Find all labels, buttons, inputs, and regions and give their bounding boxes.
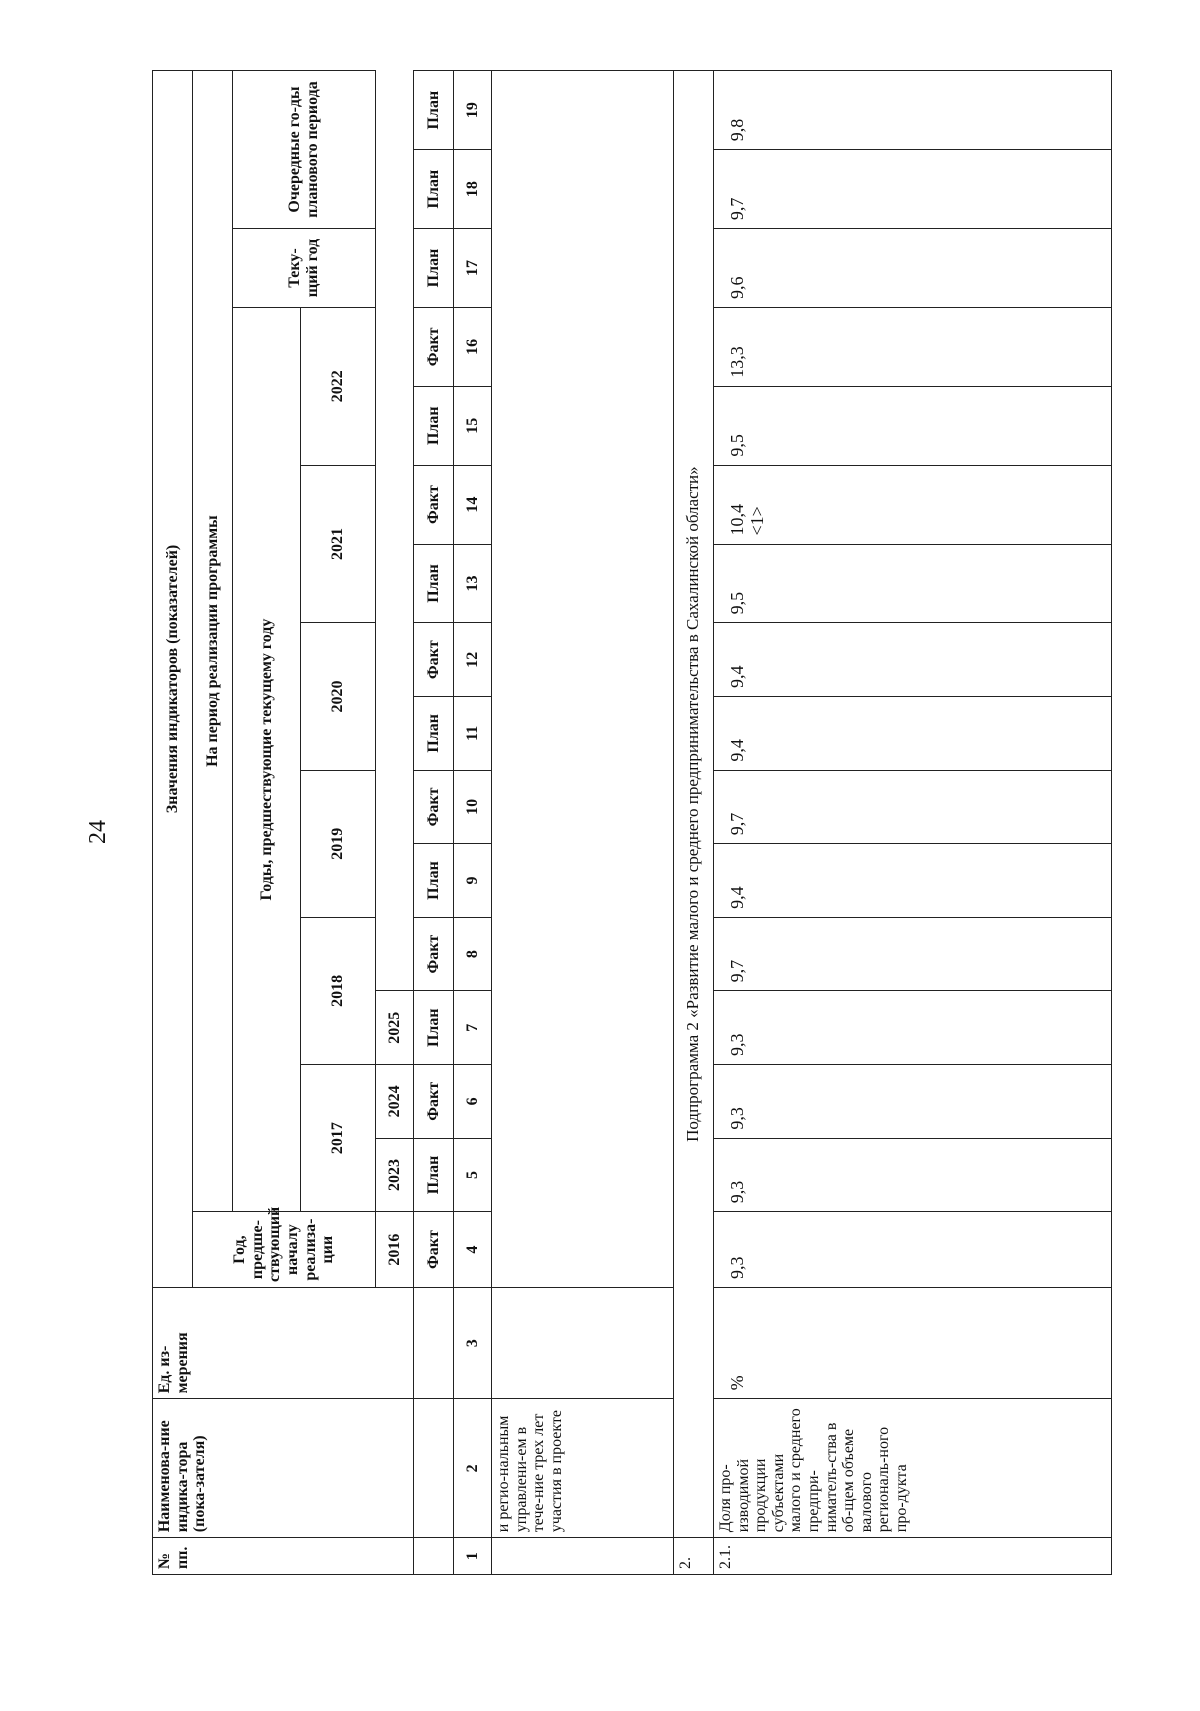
column-number: 1 [454,1538,492,1575]
subprogram-number: 2. [674,1538,714,1575]
year-2017: 2017 [301,1065,376,1212]
subprogram-row [674,71,714,1575]
value-2022-fakt: 13,3 [714,307,1112,386]
plan-label: План [414,844,454,918]
subprogram-title: Подпрограмма 2 «Развитие малого и среднего предпринимательства в Сахалинской области» [674,71,714,1538]
year-2023: 2023 [376,1138,414,1212]
plan-label: План [414,696,454,770]
indicator-number: 2.1. [714,1538,1112,1575]
plan-label: План [414,150,454,229]
indicator-name: Доля про-изводимой продукции субъектами малого и среднего предпри-нимателъ-ства в об-щем объеме валового региональ-ного про-дукта [714,1399,1112,1538]
year-2018: 2018 [301,917,376,1064]
column-number: 10 [454,770,492,844]
column-number: 6 [454,1065,492,1139]
column-number: 14 [454,465,492,544]
plan-label: План [414,1138,454,1212]
header-prev-year: Год, предше-ствующий началу реализа-ции [193,1212,376,1288]
year-2024: 2024 [376,1065,414,1139]
column-number: 11 [454,696,492,770]
plan-label: План [414,386,454,465]
header-years-before-current: Годы, предшествующие текущему году [233,307,301,1211]
plan-label: План [414,71,454,150]
column-number: 18 [454,150,492,229]
value-2017-fakt: 9,3 [714,1065,1112,1139]
plan-label: План [414,544,454,623]
year-2019: 2019 [301,770,376,917]
fakt-label: Факт [414,770,454,844]
column-number: 15 [454,386,492,465]
empty-cell [414,1538,454,1575]
value-2018-plan: 9,3 [714,991,1112,1065]
header-no: № пп. [153,1538,414,1575]
header-current-year: Теку-щий год [233,229,376,308]
empty-cell [492,1538,674,1575]
value-2021-fakt: 10,4 [727,504,747,536]
indicators-table [152,70,1112,1575]
column-number: 4 [454,1212,492,1288]
header-program-period: На период реализации программы [193,71,233,1212]
empty-cell [414,1287,454,1398]
header-values-group: Значения индикаторов (показателей) [153,71,193,1288]
fakt-label: Факт [414,1212,454,1288]
value-2016-fakt: 9,3 [714,1212,1112,1288]
empty-cell [414,1399,454,1538]
value-2018-fakt: 9,7 [714,917,1112,991]
column-number: 16 [454,307,492,386]
value-2020-fakt: 9,4 [714,623,1112,697]
header-unit: Ед. из-мерения [153,1287,414,1398]
year-2016: 2016 [376,1212,414,1288]
fakt-label: Факт [414,465,454,544]
fakt-label: Факт [414,307,454,386]
value-2020-plan: 9,4 [714,696,1112,770]
year-2025: 2025 [376,991,414,1065]
page-number: 24 [84,820,111,844]
value-2023-plan: 9,6 [714,229,1112,308]
indicator-row [714,71,1112,1575]
continuation-row [492,71,674,1575]
column-number: 7 [454,991,492,1065]
fakt-label: Факт [414,917,454,991]
year-2021: 2021 [301,465,376,623]
plan-label: План [414,229,454,308]
header-next-years: Очередные го-ды планового периода [233,71,376,229]
indicator-name-continuation: и регио-нальным управлени-ем в тече-ние трех лет участия в проекте [492,1399,674,1538]
year-2020: 2020 [301,623,376,770]
fakt-label: Факт [414,1065,454,1139]
value-2021-plan: 9,5 [714,544,1112,623]
fakt-label: Факт [414,623,454,697]
header-name: Наименова-ние индика-тора (пока-зателя) [153,1399,414,1538]
footnote-marker: <1> [746,506,767,536]
value-2017-plan: 9,3 [714,1138,1112,1212]
column-number: 13 [454,544,492,623]
rotated-table-container [152,70,1112,1575]
value-2024-plan: 9,7 [714,150,1112,229]
empty-cell [492,1287,674,1398]
value-2025-plan: 9,8 [714,71,1112,150]
column-number: 12 [454,623,492,697]
empty-cell [492,71,674,1288]
column-number: 19 [454,71,492,150]
column-number: 3 [454,1287,492,1398]
column-number: 8 [454,917,492,991]
column-numbers-row [454,71,492,1575]
plan-label: План [414,991,454,1065]
value-2022-plan: 9,5 [714,386,1112,465]
column-number: 17 [454,229,492,308]
column-number: 9 [454,844,492,918]
year-2022: 2022 [301,307,376,465]
column-number: 5 [454,1138,492,1212]
value-2019-fakt: 9,7 [714,770,1112,844]
indicator-unit: % [714,1287,1112,1398]
value-2019-plan: 9,4 [714,844,1112,918]
value-2021-fakt-cell [714,465,1112,544]
column-number: 2 [454,1399,492,1538]
